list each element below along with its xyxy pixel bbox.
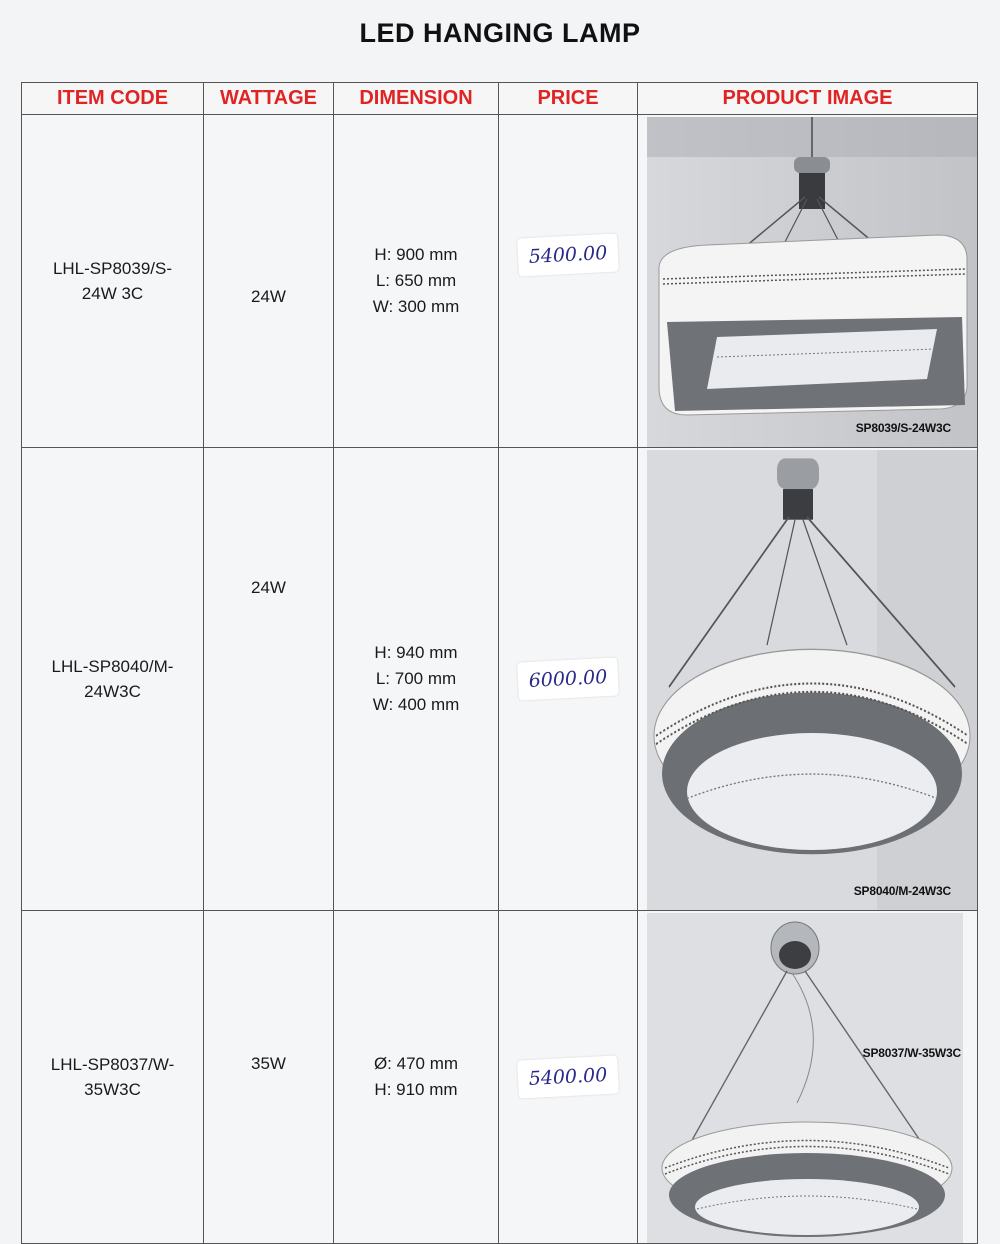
wattage-cell bbox=[204, 448, 334, 911]
product-image-cell bbox=[638, 115, 978, 448]
item-code-line: 24W3C bbox=[84, 682, 141, 701]
dimension-line: W: 300 mm bbox=[372, 297, 460, 316]
header-row bbox=[22, 83, 978, 115]
dimension-line: H: 940 mm bbox=[374, 643, 458, 662]
product-image-cell bbox=[638, 448, 978, 911]
header-product-image: PRODUCT IMAGE bbox=[638, 83, 978, 115]
price-cell bbox=[499, 115, 638, 448]
header-item-code: ITEM CODE bbox=[22, 83, 204, 115]
dimension-line: Ø: 470 mm bbox=[373, 1054, 459, 1073]
wattage-cell bbox=[204, 115, 334, 448]
product-image-caption: SP8039/S-24W3C bbox=[855, 421, 951, 435]
dimension-cell bbox=[334, 115, 499, 448]
item-code-line: LHL-SP8037/W- bbox=[50, 1055, 175, 1074]
table-row bbox=[22, 115, 978, 448]
dimension-line: L: 700 mm bbox=[375, 669, 457, 688]
wattage-cell bbox=[204, 911, 334, 1244]
item-code-line: 24W 3C bbox=[81, 284, 144, 303]
wattage-value: 35W bbox=[251, 1054, 286, 1073]
price-tag: 5400.00 bbox=[517, 1055, 619, 1098]
price-tag: 5400.00 bbox=[517, 233, 619, 276]
dimension-line: H: 900 mm bbox=[374, 245, 458, 264]
item-code-line: LHL-SP8039/S- bbox=[52, 259, 173, 278]
item-code-line: LHL-SP8040/M- bbox=[51, 657, 174, 676]
price-cell bbox=[499, 448, 638, 911]
wattage-value: 24W bbox=[251, 578, 286, 597]
page-title: LED HANGING LAMP bbox=[359, 18, 641, 48]
price-tag: 6000.00 bbox=[517, 657, 619, 700]
header-price: PRICE bbox=[499, 83, 638, 115]
dimension-line: H: 910 mm bbox=[374, 1080, 458, 1099]
product-table bbox=[21, 82, 978, 1244]
header-wattage: WATTAGE bbox=[204, 83, 334, 115]
oval-pendant-lamp-photo-icon bbox=[647, 450, 977, 910]
table-row bbox=[22, 911, 978, 1244]
item-code-cell bbox=[22, 911, 204, 1244]
item-code-cell bbox=[22, 448, 204, 911]
dimension-cell bbox=[334, 911, 499, 1244]
table-row bbox=[22, 448, 978, 911]
square-pendant-lamp-photo-icon bbox=[647, 117, 977, 447]
product-image-cell bbox=[638, 911, 978, 1244]
round-pendant-lamp-photo-icon bbox=[647, 913, 963, 1243]
product-image-caption: SP8037/W-35W3C bbox=[862, 1046, 961, 1060]
dimension-cell bbox=[334, 448, 499, 911]
product-image-caption: SP8040/M-24W3C bbox=[853, 884, 951, 898]
dimension-line: L: 650 mm bbox=[375, 271, 457, 290]
wattage-value: 24W bbox=[251, 287, 286, 306]
item-code-cell bbox=[22, 115, 204, 448]
item-code-line: 35W3C bbox=[84, 1080, 141, 1099]
price-cell bbox=[499, 911, 638, 1244]
header-dimension: DIMENSION bbox=[334, 83, 499, 115]
dimension-line: W: 400 mm bbox=[372, 695, 460, 714]
